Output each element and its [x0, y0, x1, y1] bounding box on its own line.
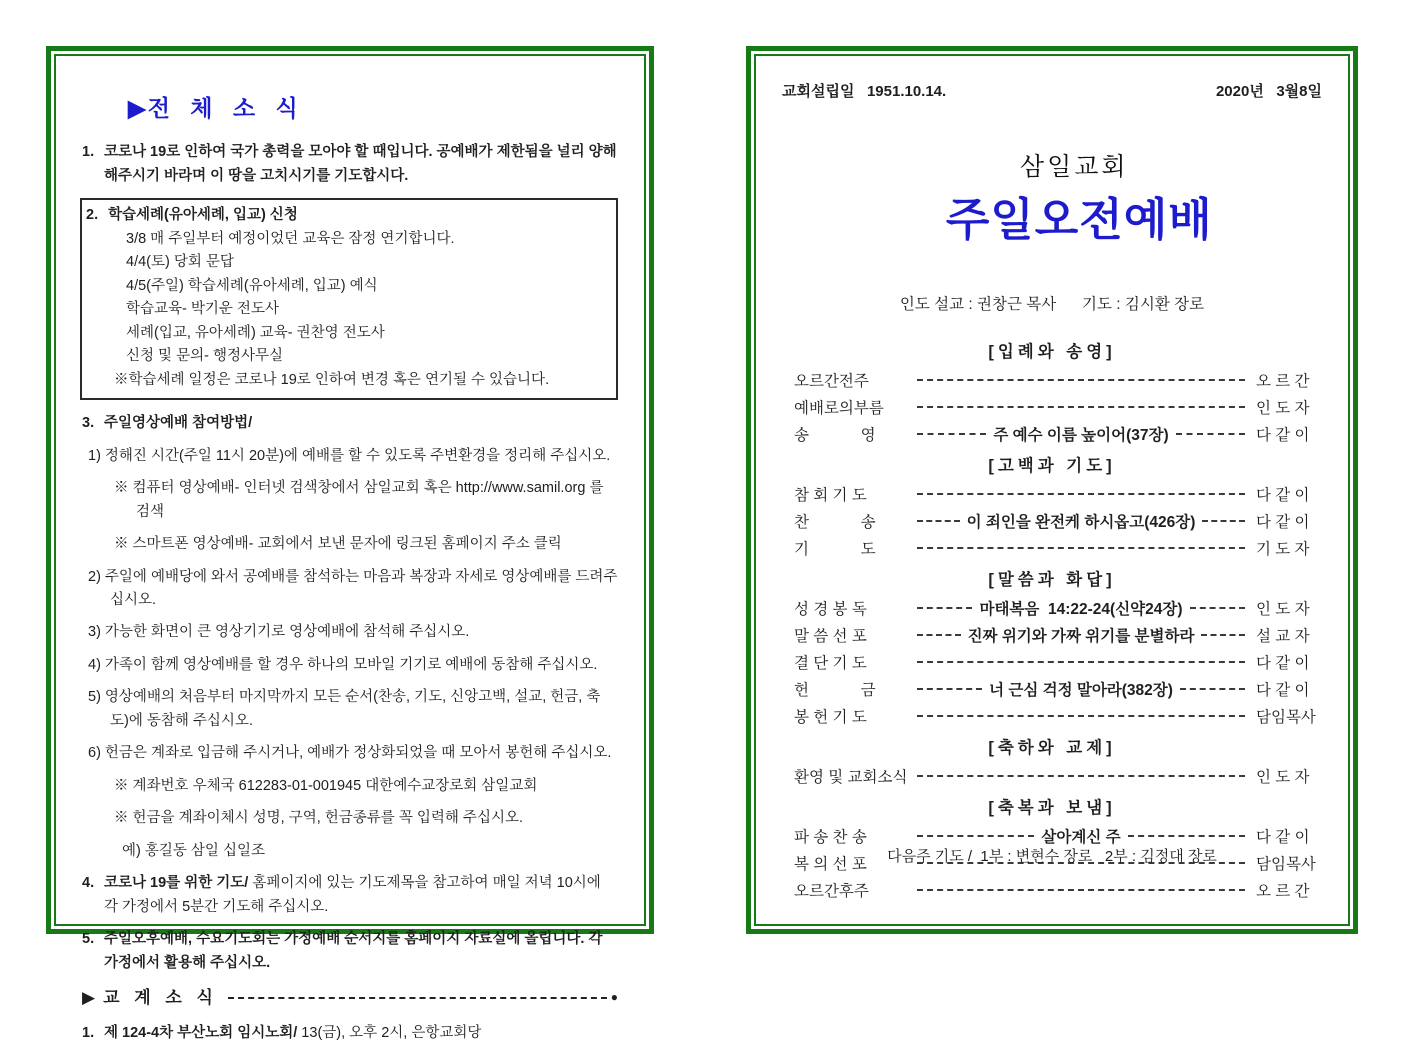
- order-item-label: 찬 송: [794, 513, 876, 531]
- box-line: 신청 및 문의- 행정사무실: [126, 348, 283, 365]
- order-item-label: 헌 금: [794, 681, 876, 699]
- order-item-performer: 담임목사: [1256, 708, 1316, 726]
- order-item-label: 말 씀 선 포: [794, 627, 867, 645]
- order-item-label: 송 영: [794, 426, 876, 444]
- triangle-right-icon: ▶: [82, 988, 96, 1008]
- box-line: 4/4(토) 당회 문답: [126, 254, 234, 271]
- order-row: [782, 507, 1322, 534]
- item-number: 2.: [86, 207, 99, 224]
- hymn-title: 살아계신 주: [1041, 828, 1121, 846]
- order-item-label: 봉 헌 기 도: [794, 708, 867, 726]
- item-text: 학습세례(유아세례, 입교) 신청: [108, 207, 298, 224]
- next-week-prayer-note: 다음주 기도 / 1부 : 변현수 장로 2부 : 김정대 장로: [887, 848, 1217, 865]
- church-circles-news-heading: [82, 984, 618, 1012]
- box-line: 3/8 매 주일부터 예정이었던 교육은 잠정 연기합니다.: [126, 230, 455, 247]
- dashed-rule: [1128, 835, 1245, 837]
- order-item-performer: 다 같 이: [1256, 828, 1310, 846]
- dashed-rule: [1176, 433, 1245, 435]
- dashed-rule: [917, 607, 972, 609]
- box-line: 4/5(주일) 학습세례(유아세례, 입교) 예식: [126, 277, 378, 294]
- item-text: 코로나 19로 인하여 국가 총력을 모아야 할 때입니다. 공예배가 제한됨을 널리 양해 해주시기 바라며 이 땅을 고치시기를 기도합시다.: [104, 144, 617, 184]
- dashed-rule: [917, 835, 1034, 837]
- order-item-performer: 다 같 이: [1256, 486, 1310, 504]
- item-lead: 제 124-4차 부산노회 임시노회/: [104, 1024, 298, 1041]
- order-item-label: 오르간전주: [794, 372, 869, 390]
- order-row: [782, 534, 1322, 561]
- order-item-performer: 오 르 간: [1256, 372, 1310, 390]
- baptism-notice-box: [80, 198, 618, 400]
- order-item-performer: 다 같 이: [1256, 654, 1310, 672]
- method-line: 4) 가족이 함께 영상예배를 할 경우 하나의 모바일 기기로 예배에 동참해 주십시오.: [88, 656, 598, 673]
- order-row: [782, 876, 1322, 903]
- hymn-title: 주 예수 이름 높이어(37장): [993, 426, 1169, 444]
- method-line: 예) 홍길동 삼일 십일조: [122, 842, 265, 859]
- dashed-rule: [917, 493, 1245, 495]
- order-item-label: 파 송 찬 송: [794, 828, 867, 846]
- triangle-right-icon: ▶: [128, 95, 146, 121]
- order-row: [782, 393, 1322, 420]
- dashed-rule: [917, 775, 1245, 777]
- notice-item-2: [84, 204, 608, 227]
- founding-date: 교회설립일 1951.10.14.: [782, 83, 947, 100]
- dashed-rule: [917, 661, 1245, 663]
- method-line: 6) 헌금은 계좌로 입금해 주시거나, 예배가 정상화되었을 때 모아서 봉헌해 주십시오.: [88, 745, 612, 762]
- item-lead: 코로나 19를 위한 기도/: [104, 875, 249, 892]
- order-row: [782, 648, 1322, 675]
- order-row: [782, 621, 1322, 648]
- order-row: [782, 702, 1322, 729]
- method-line: 2) 주일에 예배당에 와서 공예배를 참석하는 마음과 복장과 자세로 영상예배를 드려주십시오.: [88, 568, 618, 608]
- general-news-title: 전 체 소 식: [147, 95, 305, 121]
- order-item-label: 성 경 봉 독: [794, 600, 867, 618]
- dashed-rule: [1202, 520, 1245, 522]
- item-number: 3.: [82, 415, 95, 432]
- order-row: [782, 366, 1322, 393]
- order-row: [782, 594, 1322, 621]
- dashed-rule: [917, 688, 982, 690]
- box-note: ※학습세례 일정은 코로나 19로 인하여 변경 혹은 연기될 수 있습니다.: [114, 371, 550, 388]
- order-section-heading: [축복과 보냄]: [988, 799, 1116, 817]
- dashed-rule: [917, 889, 1245, 891]
- order-item-performer: 인 도 자: [1256, 768, 1310, 786]
- church-name: 삼일교회: [1019, 153, 1129, 181]
- order-item-label: 환영 및 교회소식: [794, 768, 908, 786]
- left-page-content: [56, 56, 644, 1045]
- order-item-label: 기 도: [794, 540, 876, 558]
- dashed-rule: [917, 715, 1245, 717]
- item-text: 주일영상예배 참여방법/: [104, 415, 253, 432]
- order-section-heading: [입례와 송영]: [988, 343, 1116, 361]
- item-rest: 홈페이지에 있는 기도제목을 참고하여 매일 저녁 10시에 각 가정에서 5분간 기도해 주십시오.: [104, 875, 601, 915]
- page-header: [782, 80, 1322, 101]
- bullet-icon: ●: [610, 990, 618, 1005]
- dashed-rule: [917, 379, 1245, 381]
- dashed-rule: [917, 433, 986, 435]
- hymn-title: 너 근심 걱정 말아라(382장): [989, 681, 1173, 699]
- order-item-label: 복 의 선 포: [794, 855, 867, 873]
- item-text: 주일오후예배, 수요기도회는 가정예배 순서지를 홈페이지 자료실에 올립니다. 각 가정에서 활용해 주십시오.: [104, 931, 603, 971]
- service-title: 주일오전예배: [945, 194, 1213, 245]
- item-number: 1.: [82, 1024, 95, 1041]
- right-page-content: [756, 56, 1348, 903]
- item-rest: 13(금), 오후 2시, 은항교회당: [297, 1024, 482, 1041]
- notice-item-5: [80, 928, 618, 975]
- order-item-performer: 다 같 이: [1256, 513, 1310, 531]
- order-section-heading: [말씀과 화답]: [988, 571, 1116, 589]
- dashed-rule: [1190, 607, 1245, 609]
- dashed-rule: [917, 634, 961, 636]
- sermon-title: 진짜 위기와 가짜 위기를 분별하라: [967, 627, 1195, 645]
- method-line: ※ 스마트폰 영상예배- 교회에서 보낸 문자에 링크된 홈페이지 주소 클릭: [114, 536, 562, 553]
- order-item-performer: 다 같 이: [1256, 681, 1310, 699]
- method-line: 1) 정해진 시간(주일 11시 20분)에 예배를 할 수 있도록 주변환경을 정리해 주십시오.: [88, 447, 611, 464]
- method-line: 3) 가능한 화면이 큰 영상기기로 영상예배에 참석해 주십시오.: [88, 624, 470, 641]
- box-line: 세례(입교, 유아세례) 교육- 권찬영 전도사: [126, 324, 385, 341]
- dashed-rule: [228, 997, 607, 999]
- method-line: 5) 영상예배의 처음부터 마지막까지 모든 순서(찬송, 기도, 신앙고백, 설교, 헌금, 축도)에 동참해 주십시오.: [88, 689, 601, 729]
- order-row: [782, 420, 1322, 447]
- hymn-title: 이 죄인을 완전케 하시옵고(426장): [966, 513, 1196, 531]
- order-item-label: 결 단 기 도: [794, 654, 867, 672]
- left-page-border: [54, 54, 646, 1041]
- order-row: [782, 480, 1322, 507]
- dashed-rule: [1180, 688, 1245, 690]
- order-item-performer: 기 도 자: [1256, 540, 1310, 558]
- dashed-rule: [917, 547, 1245, 549]
- item-number: 5.: [82, 931, 95, 948]
- notice-item-1: [80, 141, 618, 188]
- service-leaders: 인도 설교 : 권창근 목사 기도 : 김시환 장로: [899, 296, 1205, 313]
- method-line: ※ 컴퓨터 영상예배- 인터넷 검색창에서 삼일교회 혹은 http://www.samil.org 를 검색: [114, 480, 604, 520]
- right-page-border: [754, 54, 1350, 926]
- item-number: 4.: [82, 875, 95, 892]
- left-page: [46, 46, 654, 1041]
- method-line: ※ 계좌번호 우체국 612283-01-001945 대한예수교장로회 삼일교회: [114, 777, 538, 794]
- box-line: 학습교육- 박기운 전도사: [126, 301, 279, 318]
- bulletin-date: 2020년 3월8일: [1215, 83, 1322, 100]
- dashed-rule: [1201, 634, 1245, 636]
- dashed-rule: [917, 406, 1245, 408]
- order-item-performer: 다 같 이: [1256, 426, 1310, 444]
- order-item-performer: 오 르 간: [1256, 882, 1310, 900]
- order-item-label: 오르간후주: [794, 882, 869, 900]
- method-line: ※ 헌금을 계좌이체시 성명, 구역, 헌금종류를 꼭 입력해 주십시오.: [114, 810, 523, 827]
- item-number: 1.: [82, 144, 95, 161]
- order-item-performer: 담임목사: [1256, 855, 1316, 873]
- order-item-performer: 설 교 자: [1256, 627, 1310, 645]
- order-section-heading: [축하와 교제]: [988, 739, 1116, 757]
- church-circles-news-item: [80, 1022, 618, 1045]
- order-row: [782, 675, 1322, 702]
- order-item-label: 예배로의부름: [794, 399, 884, 417]
- dashed-rule: [917, 520, 960, 522]
- title-block: [782, 129, 1322, 266]
- right-page: [746, 46, 1358, 934]
- general-news-heading: [128, 90, 618, 127]
- notice-item-3: [80, 412, 618, 435]
- church-circles-news-title: 교 계 소 식: [103, 988, 218, 1008]
- order-item-performer: 인 도 자: [1256, 600, 1310, 618]
- order-item-label: 참 회 기 도: [794, 486, 867, 504]
- scripture-reference: 마태복음 14:22-24(신약24장): [979, 600, 1183, 618]
- order-item-performer: 인 도 자: [1256, 399, 1310, 417]
- order-row: [782, 762, 1322, 789]
- worship-order: [782, 338, 1322, 903]
- order-section-heading: [고백과 기도]: [988, 457, 1116, 475]
- notice-item-4: [80, 872, 618, 919]
